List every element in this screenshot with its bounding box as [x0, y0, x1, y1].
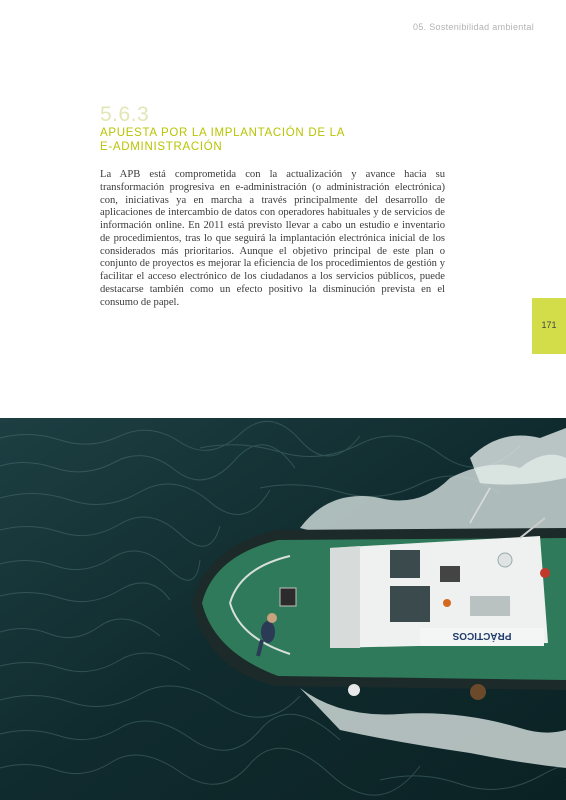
boat-name: PRÁCTICOS	[452, 630, 512, 641]
antenna-dome	[498, 553, 512, 567]
page-number-tab	[532, 298, 566, 354]
section-title-line-1: APUESTA POR LA IMPLANTACIÓN DE LA	[100, 127, 346, 139]
fender	[470, 684, 486, 700]
page-number: 171	[541, 320, 557, 330]
life-ring	[443, 599, 451, 607]
pilot-boat-illustration	[0, 418, 566, 800]
roof-equipment	[470, 596, 510, 616]
buoy	[348, 684, 360, 696]
deck-hatch	[280, 588, 296, 606]
running-header: 05. Sostenibilidad ambiental	[413, 22, 534, 32]
cabin-window-large	[390, 586, 430, 622]
radar-unit	[440, 566, 460, 582]
section-title	[100, 126, 400, 154]
cabin-side	[330, 546, 360, 648]
section-number: 5.6.3	[100, 103, 150, 126]
life-ring-aft	[540, 568, 550, 578]
cabin-window	[390, 550, 420, 578]
pilot-boat-photo	[0, 418, 566, 800]
section-title-line-2: E-ADMINISTRACIÓN	[100, 141, 223, 153]
body-paragraph: La APB está comprometida con la actualización y avance hacia su transformación progresiva en e-administración (o administración electrónica) con, iniciativas ya en marcha a través principalmente del desarrollo de aplicaciones de intercambio de datos con operadores habituales y de servicios de información online. En 2011 está previsto llevar a cabo un estudio e inventario de procedimientos, tras lo que seguirá la implantación electrónica inicial de los considerados más prioritarios. Aunque el objetivo principal de este plan o conjunto de proyectos es mejorar la eficiencia de los procedimientos de gestión y facilitar el acceso electrónico de los ciudadanos a los servicios públicos, puede destacarse también como un efecto positivo la disminución prevista en el consumo de papel.	[100, 169, 445, 308]
